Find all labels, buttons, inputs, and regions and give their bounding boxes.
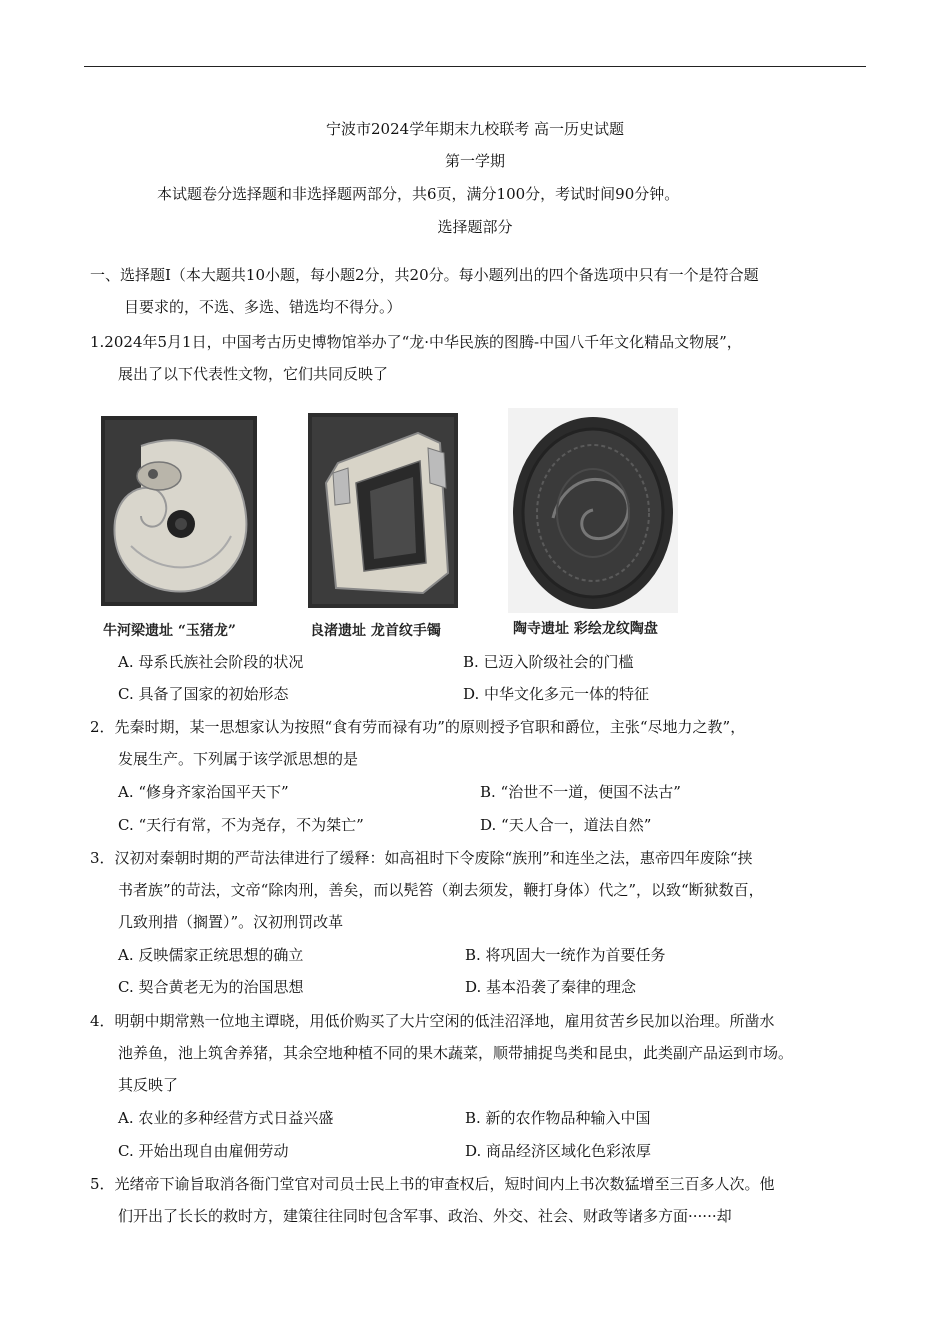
q2-option-b: B. “治世不一道，便国不法古” — [480, 783, 681, 801]
q4-stem-line1: 4．明朝中期常熟一位地主谭晓，用低价购买了大片空闲的低洼沼泽地，雇用贫苦乡民加以治理。所凿水 — [90, 1012, 775, 1030]
q2-option-d: D. “天人合一，道法自然” — [480, 816, 652, 834]
jade-pig-dragon-image — [101, 416, 257, 606]
section-heading-cont: 目要求的，不选、多选、错选均不得分。） — [124, 298, 402, 316]
q3-stem-line1: 3．汉初对秦朝时期的严苛法律进行了缓释：如高祖时下令废除“族刑”和连坐之法，惠帝四年废除“挟 — [90, 849, 753, 867]
q4-stem-line2: 池养鱼，池上筑舍养猪，其余空地种植不同的果木蔬菜，顺带捕捉鸟类和昆虫，此类副产品运到市场。 — [118, 1044, 794, 1062]
exam-instructions: 本试题卷分选择题和非选择题两部分，共6页，满分100分，考试时间90分钟。 — [157, 185, 680, 203]
q4-option-a: A. 农业的多种经营方式日益兴盛 — [118, 1109, 334, 1127]
q1-option-a: A. 母系氏族社会阶段的状况 — [118, 653, 304, 671]
header-rule — [84, 66, 866, 67]
q2-option-a: A. “修身齐家治国平天下” — [118, 783, 289, 801]
q3-option-c: C. 契合黄老无为的治国思想 — [118, 978, 304, 996]
q1-stem-line2: 展出了以下代表性文物，它们共同反映了 — [118, 365, 389, 383]
q2-stem-line1: 2．先秦时期，某一思想家认为按照“食有劳而禄有功”的原则授予官职和爵位，主张“尽地力之教”， — [90, 718, 746, 736]
figure-caption-1: 牛河梁遗址 “玉猪龙” — [103, 623, 236, 639]
q1-stem-line1: 1.2024年5月1日，中国考古历史博物馆举办了“龙·中华民族的图腾-中国八千年文化精品文物展”， — [90, 333, 742, 351]
q5-stem-line2: 们开出了长长的救时方，建策往往同时包含军事、政治、外交、社会、财政等诸多方面······却 — [118, 1207, 732, 1225]
exam-title: 宁波市2024学年期末九校联考 高一历史试题 — [326, 120, 624, 138]
part-heading: 选择题部分 — [437, 218, 513, 236]
q1-option-c: C. 具备了国家的初始形态 — [118, 685, 289, 703]
dragon-plate-image — [508, 408, 678, 613]
q3-option-a: A. 反映儒家正统思想的确立 — [118, 946, 304, 964]
figure-caption-3: 陶寺遗址 彩绘龙纹陶盘 — [513, 621, 658, 637]
q2-stem-line2: 发展生产。下列属于该学派思想的是 — [118, 750, 359, 768]
figure-caption-2: 良渚遗址 龙首纹手镯 — [310, 623, 441, 639]
q4-option-d: D. 商品经济区域化色彩浓厚 — [465, 1142, 652, 1160]
q4-option-c: C. 开始出现自由雇佣劳动 — [118, 1142, 289, 1160]
q5-stem-line1: 5．光绪帝下谕旨取消各衙门堂官对司员士民上书的审查权后，短时间内上书次数猛增至三百多人次。他 — [90, 1175, 775, 1193]
q4-option-b: B. 新的农作物品种输入中国 — [465, 1109, 651, 1127]
section-heading: 一、选择题Ⅰ（本大题共10小题，每小题2分，共20分。每小题列出的四个备选项中只有一个是符合题 — [90, 266, 759, 284]
q1-option-b: B. 已迈入阶级社会的门槛 — [463, 653, 634, 671]
q1-option-d: D. 中华文化多元一体的特征 — [463, 685, 650, 703]
q4-stem-line3: 其反映了 — [118, 1076, 179, 1094]
q3-stem-line2: 书者族”的苛法，文帝“除肉刑，善矣，而以髡笞（剃去须发，鞭打身体）代之”，以致“断狱数百， — [118, 881, 764, 899]
dragon-bracelet-image — [308, 413, 458, 608]
q3-option-b: B. 将巩固大一统作为首要任务 — [465, 946, 666, 964]
q3-option-d: D. 基本沿袭了秦律的理念 — [465, 978, 637, 996]
q2-option-c: C. “天行有常，不为尧存，不为桀亡” — [118, 816, 364, 834]
exam-term: 第一学期 — [444, 152, 505, 170]
q3-stem-line3: 几致刑措（搁置）”。汉初刑罚改革 — [118, 913, 344, 931]
